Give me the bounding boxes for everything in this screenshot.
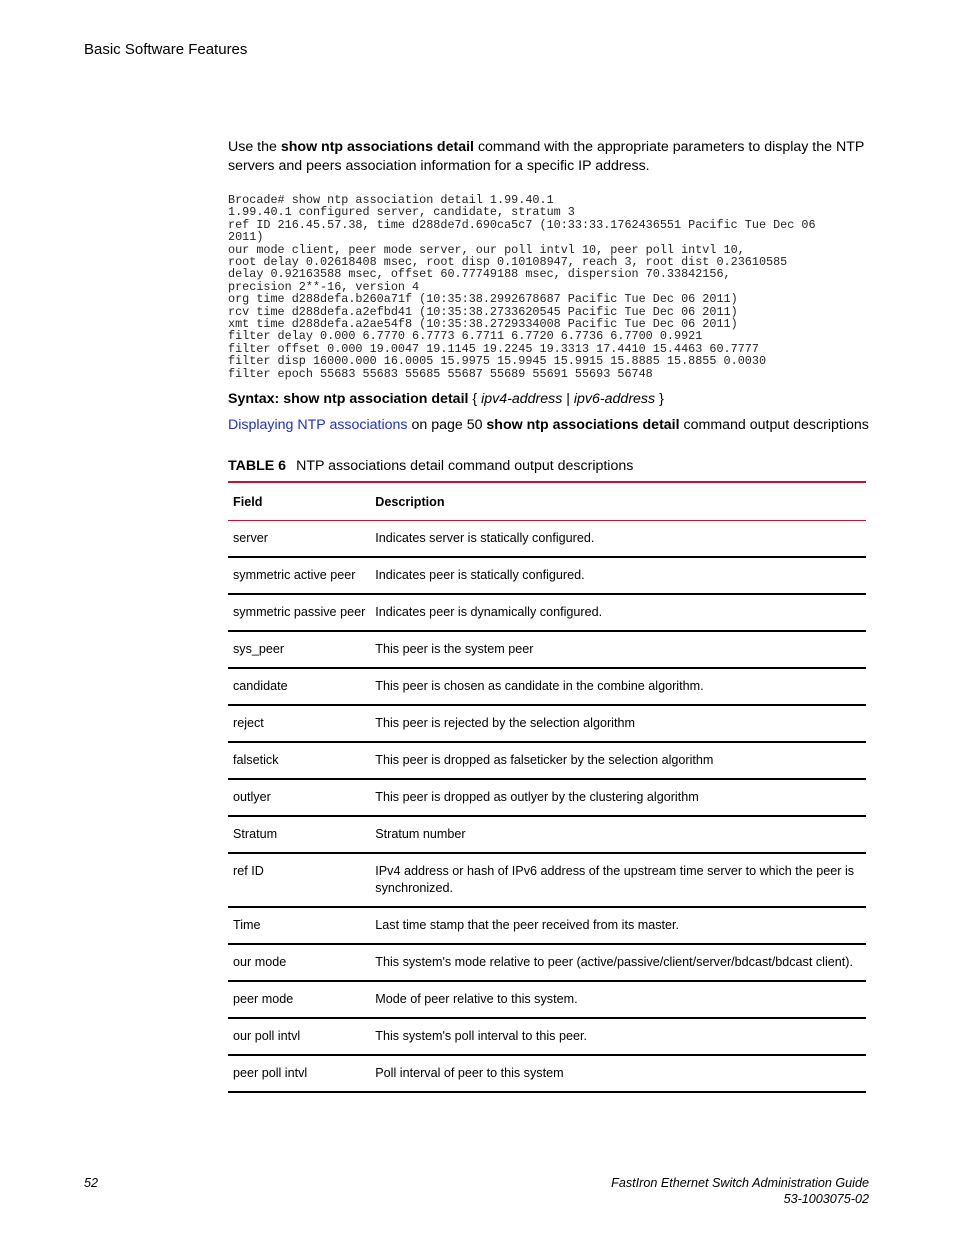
description-cell: Indicates server is statically configured.: [370, 521, 866, 558]
field-cell: candidate: [228, 668, 370, 705]
code-example: Brocade# show ntp association detail 1.99.40.1 1.99.40.1 configured server, candidate, stratum 3 ref ID 216.45.57.38, time d288de7d.690ca5c7 (10:33:33.1762436551 Pacific Tue Dec 06 2011) our mode client, peer mode server, our poll intvl 10, peer poll intvl 10, root delay 0.02618408 msec, root disp 0.10108947, reach 3, root dist 0.23610585 delay 0.92163588 msec, offset 60.77749188 msec, dispersion 70.33842156, precision 2**-16, version 4 org time d288defa.b260a71f (10:35:38.2992678687 Pacific Tue Dec 06 2011) rcv time d288defa.a2efbd41 (10:35:38.2733620545 Pacific Tue Dec 06 2011) xmt time d288defa.a2ae54f8 (10:35:38.2729334008 Pacific Tue Dec 06 2011) filter delay 0.000 6.7770 6.7773 6.7711 6.7720 6.7736 6.7700 0.9921 filter offset 0.000 19.0047 19.1145 19.2245 19.3313 17.4410 15.4463 60.7777 filter disp 16000.000 16.0005 15.9975 15.9945 15.9915 15.8885 15.8855 0.0030 filter epoch 55683 55683 55685 55687 55689 55691 55693 56748: [228, 193, 816, 381]
syntax-close: }: [655, 391, 664, 407]
table-caption-label: TABLE 6: [228, 458, 287, 474]
field-cell: symmetric active peer: [228, 557, 370, 594]
description-cell: Poll interval of peer to this system: [370, 1055, 866, 1092]
field-cell: Time: [228, 907, 370, 944]
field-cell: reject: [228, 705, 370, 742]
field-cell: Stratum: [228, 816, 370, 853]
table-row: [228, 668, 866, 705]
intro-suffix: command with the appropriate parameters to display the NTP servers and peers association information for a specific IP address.: [228, 139, 865, 174]
table-row: [228, 981, 866, 1018]
description-cell: This peer is the system peer: [370, 631, 866, 668]
table-row: [228, 944, 866, 981]
footer-guide-info: [611, 1176, 869, 1207]
syntax-label: Syntax: show ntp association detail: [228, 391, 469, 407]
field-cell: falsetick: [228, 742, 370, 779]
footer-doc-number: 53-1003075-02: [783, 1191, 869, 1206]
description-cell: Stratum number: [370, 816, 866, 853]
description-cell: Mode of peer relative to this system.: [370, 981, 866, 1018]
syntax-line: [228, 391, 664, 407]
field-cell: server: [228, 521, 370, 558]
syntax-arg-ipv4: ipv4-address: [481, 391, 563, 407]
header-description: Description: [370, 482, 866, 521]
table-row: [228, 853, 866, 907]
intro-paragraph: [228, 138, 868, 175]
description-cell: This system's mode relative to peer (active/passive/client/server/bdcast/bdcast client).: [370, 944, 866, 981]
table-row: [228, 779, 866, 816]
reference-command: show ntp associations detail: [486, 417, 680, 433]
intro-command: show ntp associations detail: [280, 139, 474, 155]
description-cell: IPv4 address or hash of IPv6 address of the upstream time server to which the peer is synchronized.: [370, 853, 866, 907]
displaying-ntp-associations-link[interactable]: Displaying NTP associations: [228, 417, 408, 433]
field-cell: peer poll intvl: [228, 1055, 370, 1092]
description-cell: This peer is dropped as outlyer by the clustering algorithm: [370, 779, 866, 816]
table-row: [228, 705, 866, 742]
footer-guide-title: FastIron Ethernet Switch Administration Guide: [611, 1176, 869, 1190]
table-row: [228, 557, 866, 594]
field-cell: symmetric passive peer: [228, 594, 370, 631]
footer-page-number: 52: [84, 1176, 99, 1190]
description-cell: This system's poll interval to this peer.: [370, 1018, 866, 1055]
reference-middle: on page 50: [407, 417, 487, 433]
field-cell: peer mode: [228, 981, 370, 1018]
field-cell: outlyer: [228, 779, 370, 816]
syntax-open: {: [468, 391, 482, 407]
table-row: [228, 907, 866, 944]
table-row: [228, 816, 866, 853]
table-caption: [228, 458, 633, 474]
field-cell: our mode: [228, 944, 370, 981]
field-cell: ref ID: [228, 853, 370, 907]
field-cell: our poll intvl: [228, 1018, 370, 1055]
description-cell: This peer is chosen as candidate in the combine algorithm.: [370, 668, 866, 705]
table-row: [228, 521, 866, 558]
description-cell: This peer is dropped as falseticker by the selection algorithm: [370, 742, 866, 779]
ntp-fields-table: [228, 481, 866, 1093]
table-header-row: [228, 482, 866, 521]
description-cell: Indicates peer is statically configured.: [370, 557, 866, 594]
header-field: Field: [228, 482, 370, 521]
table-row: [228, 631, 866, 668]
description-cell: Indicates peer is dynamically configured.: [370, 594, 866, 631]
table-row: [228, 1018, 866, 1055]
reference-line: [228, 417, 869, 433]
table-row: [228, 594, 866, 631]
intro-prefix: Use the: [228, 139, 281, 155]
table-row: [228, 1055, 866, 1092]
syntax-arg-ipv6: ipv6-address: [573, 391, 656, 407]
description-cell: Last time stamp that the peer received from its master.: [370, 907, 866, 944]
table-row: [228, 742, 866, 779]
description-cell: This peer is rejected by the selection algorithm: [370, 705, 866, 742]
syntax-sep: |: [562, 391, 574, 407]
reference-suffix: command output descriptions: [679, 417, 869, 433]
field-cell: sys_peer: [228, 631, 370, 668]
table-caption-text: NTP associations detail command output descriptions: [296, 458, 634, 474]
section-header: Basic Software Features: [84, 41, 248, 58]
